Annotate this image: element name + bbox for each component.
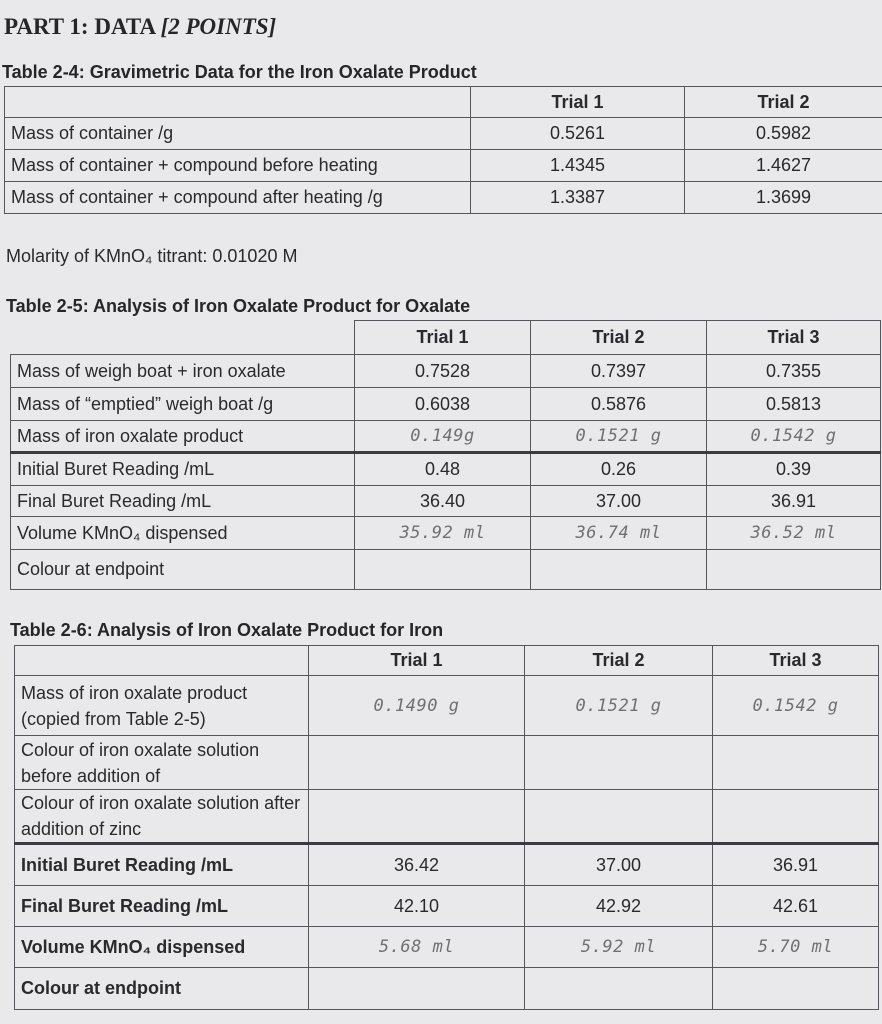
table-row xyxy=(11,388,881,421)
header-cell: Trial 2 xyxy=(531,321,707,355)
cell-trial-2: 37.00 xyxy=(525,844,713,886)
row-label: Colour of iron oxalate solution before addition of xyxy=(15,736,309,790)
row-label: Mass of iron oxalate product (copied from Table 2-5) xyxy=(15,676,309,736)
part-title-text: PART 1: DATA xyxy=(4,14,161,39)
row-label: Initial Buret Reading /mL xyxy=(15,844,309,886)
header-cell: Trial 2 xyxy=(525,646,713,676)
handwritten-cell: 5.68 ml xyxy=(309,927,525,968)
row-label: Mass of iron oxalate product xyxy=(11,421,355,453)
table-row xyxy=(15,968,879,1010)
table-row xyxy=(5,150,882,182)
table-row xyxy=(15,844,879,886)
cell-trial-2: 0.5876 xyxy=(531,388,707,421)
cell-trial-1 xyxy=(355,550,531,590)
cell-trial-2: 37.00 xyxy=(531,486,707,517)
molarity-note: Molarity of KMnO₄ titrant: 0.01020 M xyxy=(6,246,298,266)
cell-trial-1: 36.40 xyxy=(355,486,531,517)
row-label: Mass of weigh boat + iron oxalate xyxy=(11,355,355,388)
handwritten-cell: 0.1521 g xyxy=(525,676,713,736)
table-2-5-caption: Table 2-5: Analysis of Iron Oxalate Product for Oxalate xyxy=(6,296,471,316)
cell-trial-3 xyxy=(713,968,879,1010)
table-2-4 xyxy=(4,86,882,214)
table-row xyxy=(5,118,882,150)
handwritten-cell: 0.1542 g xyxy=(707,421,881,453)
cell-trial-3: 36.91 xyxy=(713,844,879,886)
header-cell xyxy=(15,646,309,676)
table-header-row xyxy=(11,321,881,355)
cell-trial-2: 1.3699 xyxy=(685,182,882,214)
row-label: Mass of container + compound after heating /g xyxy=(5,182,471,214)
table-row xyxy=(15,676,879,736)
cell-trial-2: 0.26 xyxy=(531,453,707,486)
table-header-row xyxy=(15,646,879,676)
cell-trial-2: 0.5982 xyxy=(685,118,882,150)
header-cell: Trial 3 xyxy=(707,321,881,355)
cell-trial-1 xyxy=(309,790,525,844)
cell-trial-2 xyxy=(531,550,707,590)
table-2-6 xyxy=(14,645,879,1010)
cell-trial-3: 0.39 xyxy=(707,453,881,486)
table-row xyxy=(11,550,881,590)
header-cell: Trial 1 xyxy=(355,321,531,355)
part-title xyxy=(4,14,276,40)
cell-trial-2 xyxy=(525,790,713,844)
handwritten-cell: 0.1521 g xyxy=(531,421,707,453)
cell-trial-3 xyxy=(713,790,879,844)
header-cell: Trial 2 xyxy=(685,87,882,118)
table-row xyxy=(15,927,879,968)
table-row xyxy=(5,182,882,214)
table-row xyxy=(11,355,881,388)
row-label: Mass of “emptied” weigh boat /g xyxy=(11,388,355,421)
header-cell: Trial 1 xyxy=(471,87,685,118)
cell-trial-2 xyxy=(525,736,713,790)
row-label: Colour of iron oxalate solution after addition of zinc xyxy=(15,790,309,844)
table-row xyxy=(11,453,881,486)
cell-trial-3: 0.5813 xyxy=(707,388,881,421)
part-points: [2 POINTS] xyxy=(160,14,277,39)
header-cell xyxy=(11,321,355,355)
table-2-5 xyxy=(10,320,881,590)
cell-trial-3 xyxy=(707,550,881,590)
cell-trial-1 xyxy=(309,968,525,1010)
cell-trial-1 xyxy=(309,736,525,790)
table-row xyxy=(11,486,881,517)
table-row xyxy=(11,517,881,550)
row-label: Initial Buret Reading /mL xyxy=(11,453,355,486)
cell-trial-1: 1.3387 xyxy=(471,182,685,214)
row-label: Volume KMnO₄ dispensed xyxy=(15,927,309,968)
table-row xyxy=(15,886,879,927)
cell-trial-3: 36.91 xyxy=(707,486,881,517)
handwritten-cell: 0.1542 g xyxy=(713,676,879,736)
table-row xyxy=(15,790,879,844)
cell-trial-2: 0.7397 xyxy=(531,355,707,388)
cell-trial-1: 0.5261 xyxy=(471,118,685,150)
handwritten-cell: 35.92 ml xyxy=(355,517,531,550)
header-cell xyxy=(5,87,471,118)
cell-trial-1: 0.7528 xyxy=(355,355,531,388)
cell-trial-3 xyxy=(713,736,879,790)
handwritten-cell: 0.149g xyxy=(355,421,531,453)
row-label: Mass of container + compound before heating xyxy=(5,150,471,182)
handwritten-cell: 36.52 ml xyxy=(707,517,881,550)
row-label: Colour at endpoint xyxy=(11,550,355,590)
handwritten-cell: 36.74 ml xyxy=(531,517,707,550)
table-2-6-caption: Table 2-6: Analysis of Iron Oxalate Product for Iron xyxy=(10,620,444,640)
cell-trial-1: 0.6038 xyxy=(355,388,531,421)
cell-trial-3: 0.7355 xyxy=(707,355,881,388)
cell-trial-1: 36.42 xyxy=(309,844,525,886)
cell-trial-1: 1.4345 xyxy=(471,150,685,182)
row-label: Final Buret Reading /mL xyxy=(11,486,355,517)
row-label: Colour at endpoint xyxy=(15,968,309,1010)
row-label: Mass of container /g xyxy=(5,118,471,150)
cell-trial-1: 0.48 xyxy=(355,453,531,486)
handwritten-cell: 0.1490 g xyxy=(309,676,525,736)
table-2-4-caption: Table 2-4: Gravimetric Data for the Iron Oxalate Product xyxy=(2,62,477,82)
header-cell: Trial 3 xyxy=(713,646,879,676)
table-row xyxy=(11,421,881,453)
handwritten-cell: 5.92 ml xyxy=(525,927,713,968)
handwritten-cell: 5.70 ml xyxy=(713,927,879,968)
table-header-row xyxy=(5,87,882,118)
row-label: Final Buret Reading /mL xyxy=(15,886,309,927)
cell-trial-2: 42.92 xyxy=(525,886,713,927)
table-row xyxy=(15,736,879,790)
header-cell: Trial 1 xyxy=(309,646,525,676)
cell-trial-2 xyxy=(525,968,713,1010)
cell-trial-1: 42.10 xyxy=(309,886,525,927)
row-label: Volume KMnO₄ dispensed xyxy=(11,517,355,550)
cell-trial-2: 1.4627 xyxy=(685,150,882,182)
cell-trial-3: 42.61 xyxy=(713,886,879,927)
